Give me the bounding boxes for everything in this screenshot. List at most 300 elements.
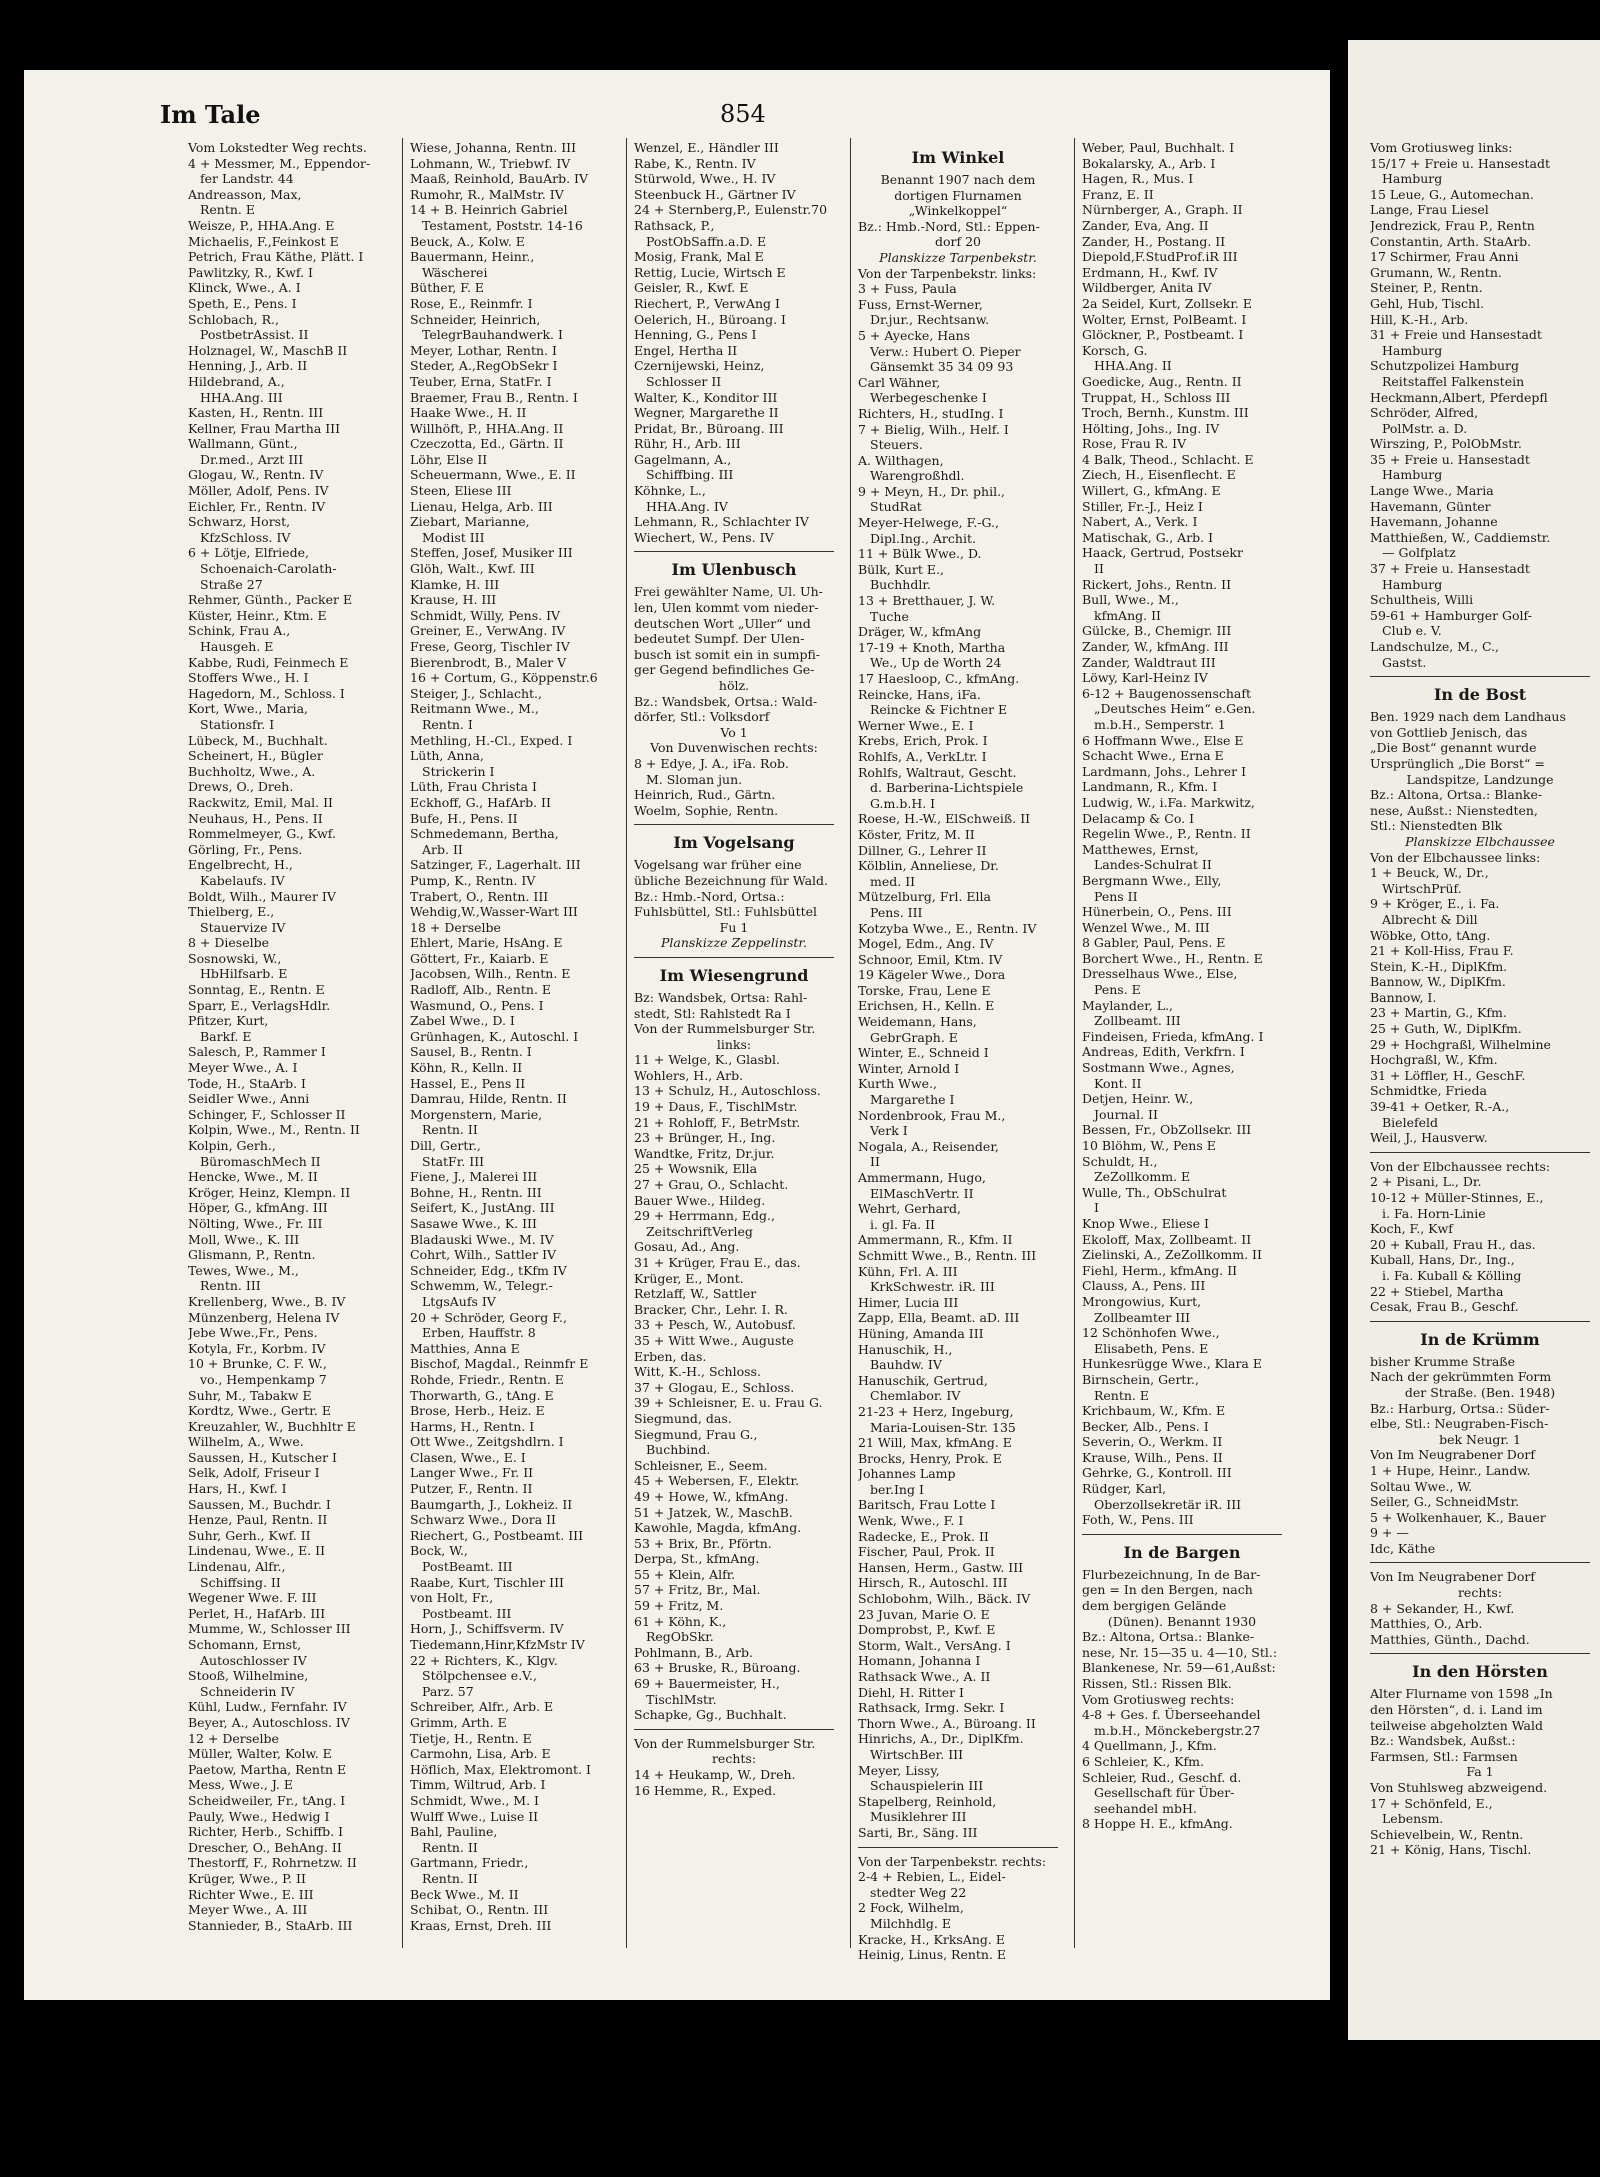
column-divider <box>626 138 627 1948</box>
directory-line: d. Barberina-Lichtspiele <box>870 780 1024 796</box>
directory-line: Mogel, Edm., Ang. IV <box>858 936 994 952</box>
directory-line: Severin, O., Werkm. II <box>1082 1434 1223 1450</box>
directory-line: Findeisen, Frieda, kfmAng. I <box>1082 1028 1264 1044</box>
directory-line: Schneider, Heinrich, <box>410 311 541 327</box>
directory-line: Klamke, H. III <box>410 576 500 592</box>
directory-line: Wirszing, P., PolObMstr. <box>1370 436 1522 452</box>
directory-line: Matthies, Günth., Dachd. <box>1370 1631 1530 1647</box>
directory-line: GebrGraph. E <box>870 1029 958 1045</box>
directory-line: Methling, H.-Cl., Exped. I <box>410 732 573 748</box>
directory-line: 13 + Schulz, H., Autoschloss. <box>634 1083 821 1099</box>
directory-line: Köhn, R., Kelln. II <box>410 1060 523 1076</box>
directory-line: Glöh, Walt., Kwf. III <box>410 561 535 577</box>
directory-line: RegObSkr. <box>646 1629 714 1645</box>
column-4 <box>858 140 1058 1963</box>
directory-line: Kotzyba Wwe., E., Rentn. IV <box>858 920 1037 936</box>
directory-line: Bielefeld <box>1382 1114 1438 1130</box>
directory-line: Von Im Neugrabener Dorf <box>1370 1447 1535 1463</box>
directory-line: 10-12 + Müller-Stinnes, E., <box>1370 1190 1544 1205</box>
directory-line: 22 + Richters, K., Klgv. <box>410 1652 558 1668</box>
directory-line: Brocks, Henry, Prok. E <box>858 1450 1002 1466</box>
directory-line: 35 + Witt Wwe., Auguste <box>634 1332 794 1348</box>
directory-line: links: <box>716 1036 752 1052</box>
directory-line: Bladauski Wwe., M. IV <box>410 1231 554 1247</box>
directory-line: Constantin, Arth. StaArb. <box>1370 233 1532 249</box>
directory-line: 10 Blöhm, W., Pens E <box>1082 1138 1216 1153</box>
directory-line: Beuck, A., Kolw. E <box>410 233 525 249</box>
directory-line: Carmohn, Lisa, Arb. E <box>410 1746 551 1762</box>
directory-line: (Dünen). Benannt 1930 <box>1107 1613 1257 1629</box>
directory-line: Retzlaff, W., Sattler <box>634 1286 757 1302</box>
map-reference: Planskizze Zeppelinstr. <box>661 935 807 951</box>
directory-line: Hölting, Johs., Ing. IV <box>1082 420 1220 436</box>
directory-line: Straße 27 <box>200 576 263 592</box>
directory-line: Steenbuck H., Gärtner IV <box>634 186 796 202</box>
directory-line: Schiffbing. III <box>646 467 734 483</box>
directory-line: Steder, A.,RegObSekr I <box>410 358 558 374</box>
directory-line: Willhöft, P., HHA.Ang. II <box>410 420 564 436</box>
directory-line: Weil, J., Hausverw. <box>1370 1130 1488 1146</box>
directory-line: nese, Nr. 15—35 u. 4—10, Stl.: <box>1082 1644 1278 1660</box>
directory-line: Buchholtz, Wwe., A. <box>188 763 316 779</box>
column-5 <box>1082 140 1282 1940</box>
directory-line: 11 + Welge, K., Glasbl. <box>634 1052 780 1068</box>
directory-line: 21 + Koll-Hiss, Frau F. <box>1370 943 1514 959</box>
directory-line: Club e. V. <box>1382 623 1442 639</box>
section-rule <box>1370 1562 1590 1563</box>
directory-line: Holznagel, W., MaschB II <box>188 342 348 358</box>
directory-line: von Holt, Fr., <box>410 1590 494 1606</box>
directory-line: Rathsack Wwe., A. II <box>858 1669 991 1684</box>
directory-line: Schomann, Ernst, <box>188 1637 302 1652</box>
directory-line: Engel, Hertha II <box>634 342 738 358</box>
directory-line: Zollbeamt. III <box>1094 1013 1181 1029</box>
directory-line: Saussen, H., Kutscher I <box>188 1449 337 1465</box>
directory-line: HHA.Ang. II <box>1094 358 1172 374</box>
street-heading: In den Hörsten <box>1412 1662 1548 1682</box>
directory-line: Stiller, Fr.-J., Heiz I <box>1082 498 1203 514</box>
directory-line: Diepold,F.StudProf.iR III <box>1082 249 1238 265</box>
directory-line: Wiese, Johanna, Rentn. III <box>410 140 577 155</box>
directory-line: Rehmer, Günth., Packer E <box>188 592 353 608</box>
directory-line: Wilhelm, A., Wwe. <box>188 1434 304 1450</box>
directory-line: Bz.: Wandsbek, Außst.: <box>1370 1733 1516 1749</box>
directory-line: Heinig, Linus, Rentn. E <box>858 1947 1007 1963</box>
directory-line: Schreiber, Alfr., Arb. E <box>410 1699 554 1715</box>
directory-line: rechts: <box>711 1751 757 1767</box>
directory-line: Hamburg <box>1382 467 1443 483</box>
directory-line: den Hörsten“, d. i. Land im <box>1370 1702 1543 1718</box>
directory-line: busch ist somit ein in sumpfi- <box>634 646 821 662</box>
directory-line: Rackwitz, Emil, Mal. II <box>188 794 333 810</box>
directory-line: Werbegeschenke I <box>870 390 987 406</box>
directory-line: Detjen, Heinr. W., <box>1082 1091 1194 1107</box>
directory-line: Höper, G., kfmAng. III <box>188 1200 328 1216</box>
directory-line: Mumme, W., Schlosser III <box>188 1621 351 1637</box>
directory-line: von Gottlieb Jenisch, das <box>1370 724 1528 740</box>
directory-line: Schauspielerin III <box>870 1778 984 1794</box>
directory-line: Musiklehrer III <box>870 1809 967 1825</box>
directory-line: Rohde, Friedr., Rentn. E <box>410 1371 564 1387</box>
directory-line: Hassel, E., Pens II <box>410 1075 526 1091</box>
directory-line: Haack, Gertrud, Postsekr <box>1082 545 1243 561</box>
directory-line: Bokalarsky, A., Arb. I <box>1082 155 1216 171</box>
directory-line: Bz.: Altona, Ortsa.: Blanke- <box>1082 1629 1255 1645</box>
directory-line: 8 + Sekander, H., Kwf. <box>1370 1600 1515 1616</box>
directory-line: Engelbrecht, H., <box>188 857 293 873</box>
directory-line: 4 + Messmer, M., Eppendor- <box>188 155 371 171</box>
directory-line: Kabbe, Rudi, Feinmech E <box>188 654 349 670</box>
directory-line: Rühr, H., Arb. III <box>634 436 741 452</box>
directory-line: Steffen, Josef, Musiker III <box>410 545 573 561</box>
directory-line: Albrecht & Dill <box>1382 911 1478 927</box>
directory-line: Kotyla, Fr., Korbm. IV <box>188 1340 326 1356</box>
directory-line: — Golfplatz <box>1382 545 1456 561</box>
directory-line: Klinck, Wwe., A. I <box>188 280 301 296</box>
directory-line: Schmidt, Wwe., M. I <box>410 1792 539 1808</box>
directory-line: Gesellschaft für Über- <box>1094 1785 1235 1801</box>
directory-line: Tiedemann,Hinr,KfzMstr IV <box>410 1637 585 1652</box>
directory-line: Harms, H., Rentn. I <box>410 1418 535 1434</box>
directory-line: 15/17 + Freie u. Hansestadt <box>1370 155 1550 171</box>
directory-line: Sarti, Br., Säng. III <box>858 1824 978 1840</box>
directory-line: Kölblin, Anneliese, Dr. <box>858 858 999 874</box>
directory-line: Bohne, H., Rentn. III <box>410 1184 542 1200</box>
directory-line: 17 Haesloop, C., kfmAng. <box>858 671 1020 686</box>
directory-line: ber.Ing I <box>870 1481 924 1497</box>
directory-line: Hagen, R., Mus. I <box>1082 171 1194 187</box>
directory-line: Goedicke, Aug., Rentn. II <box>1082 373 1242 389</box>
directory-line: Rentn. II <box>422 1122 478 1138</box>
directory-line: Krichbaum, W., Kfm. E <box>1082 1403 1226 1419</box>
directory-line: Stannieder, B., StaArb. III <box>188 1917 353 1933</box>
directory-line: Rumohr, R., MalMstr. IV <box>410 186 564 202</box>
directory-line: Pump, K., Rentn. IV <box>410 872 536 888</box>
directory-line: Hill, K.-H., Arb. <box>1370 311 1469 327</box>
directory-line: 39 + Schleisner, E. u. Frau G. <box>634 1395 823 1411</box>
directory-line: i. Fa. Horn-Linie <box>1382 1205 1486 1221</box>
directory-line: Stauervize IV <box>200 919 286 935</box>
directory-line: 9 + — <box>1370 1525 1409 1541</box>
directory-line: Rentn. I <box>422 716 473 732</box>
directory-line: Lange, Frau Liesel <box>1370 202 1489 218</box>
directory-line: Krüger, Wwe., P. II <box>188 1870 306 1886</box>
directory-line: Nordenbrook, Frau M., <box>858 1107 1006 1123</box>
directory-line: Mützelburg, Frl. Ella <box>858 889 991 905</box>
directory-line: Ursprünglich „Die Borst“ = <box>1370 755 1545 771</box>
directory-line: Bauermann, Heinr., <box>410 249 535 265</box>
directory-line: Rentn. E <box>200 202 256 218</box>
directory-line: Hildebrand, A., <box>188 373 285 389</box>
directory-line: Tuche <box>870 608 909 624</box>
directory-line: Hüning, Amanda III <box>858 1325 984 1341</box>
map-reference: Planskizze Elbchaussee <box>1405 833 1555 849</box>
directory-line: Sasawe Wwe., K. III <box>410 1215 537 1231</box>
directory-line: HbHilfsarb. E <box>200 966 288 982</box>
directory-line: 17 Schirmer, Frau Anni <box>1370 249 1519 265</box>
directory-line: dörfer, Stl.: Volksdorf <box>634 709 770 725</box>
directory-line: Gänsemkt 35 34 09 93 <box>870 359 1014 375</box>
directory-line: Kraas, Ernst, Dreh. III <box>410 1917 552 1933</box>
directory-line: Kellner, Frau Martha III <box>188 420 341 436</box>
directory-line: 2 Fock, Wilhelm, <box>858 1900 964 1916</box>
directory-line: BüromaschMech II <box>200 1153 321 1169</box>
directory-line: Thorn Wwe., A., Büroang. II <box>858 1715 1036 1731</box>
directory-line: Lohmann, W., Triebwf. IV <box>410 155 571 171</box>
directory-line: 6 Schleier, K., Kfm. <box>1082 1753 1204 1769</box>
directory-line: teilweise abgeholzten Wald <box>1370 1717 1543 1733</box>
directory-line: 29 + Herrmann, Edg., <box>634 1208 776 1224</box>
directory-line: Dr.jur., Rechtsanw. <box>870 312 990 328</box>
directory-line: 24 + Sternberg,P., Eulenstr.70 <box>634 202 828 218</box>
directory-line: Landmann, R., Kfm. I <box>1082 779 1218 795</box>
column-divider <box>402 138 403 1948</box>
directory-line: Wäscherei <box>422 264 488 280</box>
directory-line: Pens. III <box>870 904 923 920</box>
directory-line: Mrongowius, Kurt, <box>1082 1293 1202 1309</box>
directory-line: Czernijewski, Heinz, <box>634 358 765 374</box>
directory-line: Czeczotta, Ed., Gärtn. II <box>410 436 564 452</box>
directory-line: Neuhaus, H., Pens. II <box>188 810 323 826</box>
directory-line: 5 + Ayecke, Hans <box>858 327 971 343</box>
directory-line: Krause, Wilh., Pens. II <box>1082 1449 1223 1465</box>
directory-line: Havemann, Johanne <box>1370 514 1498 530</box>
directory-line: Postbeamt. III <box>422 1605 512 1621</box>
directory-line: Selk, Adolf, Friseur I <box>188 1465 320 1481</box>
directory-line: 33 + Pesch, W., Autobusf. <box>634 1317 796 1333</box>
directory-line: Krellenberg, Wwe., B. IV <box>188 1293 346 1309</box>
directory-line: Knop Wwe., Eliese I <box>1082 1215 1209 1231</box>
directory-line: 20 + Kuball, Frau H., das. <box>1370 1236 1536 1252</box>
directory-line: Clauss, A., Pens. III <box>1082 1278 1206 1294</box>
directory-line: Lardmann, Johs., Lehrer I <box>1082 763 1247 779</box>
directory-line: Kreuzahler, W., Buchhltr E <box>188 1418 356 1434</box>
directory-line: Schlobach, R., <box>188 311 279 327</box>
directory-line: nese, Außst.: Nienstedten, <box>1370 802 1538 818</box>
directory-line: KrkSchwestr. iR. III <box>870 1279 995 1295</box>
directory-line: Reincke, Hans, iFa. <box>858 686 981 702</box>
directory-line: Modist III <box>422 529 485 545</box>
directory-line: Schmitt Wwe., B., Rentn. III <box>858 1247 1037 1263</box>
directory-line: WirtschBer. III <box>870 1746 964 1762</box>
directory-line: LtgsAufs IV <box>422 1293 496 1309</box>
directory-line: 1 + Hupe, Heinr., Landw. <box>1370 1462 1531 1478</box>
street-heading: In de Bargen <box>1123 1542 1241 1562</box>
directory-line: Meyer-Helwege, F.-G., <box>858 515 1000 531</box>
directory-line: Landspitze, Landzunge <box>1406 771 1554 787</box>
directory-line: Korsch, G. <box>1082 342 1148 358</box>
directory-line: Mess, Wwe., J. E <box>188 1777 293 1793</box>
directory-line: Alter Flurname von 1598 „In <box>1370 1686 1553 1702</box>
directory-line: Wegner, Margarethe II <box>634 405 779 421</box>
directory-line: Ott Wwe., Zeitgshdlrn. I <box>410 1434 564 1450</box>
directory-line: Von Duvenwischen rechts: <box>650 740 818 756</box>
directory-line: „Winkelkoppel“ <box>908 203 1008 219</box>
directory-line: 25 + Wowsnik, Ella <box>634 1161 758 1177</box>
directory-line: Meyer Wwe., A. I <box>188 1060 298 1076</box>
directory-line: Kolpin, Gerh., <box>188 1138 276 1153</box>
directory-line: Lindenau, Alfr., <box>188 1559 286 1575</box>
directory-line: Buchbind. <box>646 1442 711 1458</box>
directory-line: Steen, Eliese III <box>410 483 512 499</box>
directory-line: 49 + Howe, W., kfmAng. <box>634 1488 789 1504</box>
directory-line: TelegrBauhandwerk. I <box>422 327 563 343</box>
directory-line: Hamburg <box>1382 576 1443 592</box>
page-number: 854 <box>720 100 766 128</box>
directory-line: Wallmann, Günt., <box>188 436 298 452</box>
directory-line: 18 + Derselbe <box>410 919 501 935</box>
directory-line: Dr.med., Arzt III <box>200 451 304 467</box>
directory-line: Krebs, Erich, Prok. I <box>858 733 988 749</box>
directory-line: Kort, Wwe., Maria, <box>188 701 308 717</box>
directory-line: Eckhoff, G., HafArb. II <box>410 794 551 810</box>
directory-line: Andreas, Edith, Verkfrn. I <box>1082 1044 1245 1060</box>
directory-line: 45 + Webersen, F., Elektr. <box>634 1473 800 1489</box>
directory-line: 20 + Schröder, Georg F., <box>410 1309 567 1325</box>
directory-line: Thielberg, E., <box>188 904 275 920</box>
directory-line: ger Gegend befindliches Ge- <box>634 662 815 678</box>
directory-line: Truppat, H., Schloss III <box>1082 389 1231 405</box>
directory-line: 16 + Cortum, G., Köppenstr.6 <box>410 670 598 686</box>
directory-line: 2a Seidel, Kurt, Zollsekr. E <box>1082 295 1253 311</box>
directory-line: Landschulze, M., C., <box>1370 639 1500 654</box>
directory-line: M. Sloman jun. <box>646 771 743 787</box>
directory-line: Autoschlosser IV <box>200 1652 307 1668</box>
directory-line: 12 Schönhofen Wwe., <box>1082 1325 1220 1341</box>
directory-line: Pawlitzky, R., Kwf. I <box>188 264 313 280</box>
directory-line: Bannow, W., DiplKfm. <box>1370 974 1506 990</box>
directory-line: 19 Kägeler Wwe., Dora <box>858 967 1006 983</box>
directory-line: Münzenberg, Helena IV <box>188 1309 340 1325</box>
directory-line: 4 Balk, Theod., Schlacht. E <box>1082 451 1254 467</box>
directory-line: Putzer, F., Rentn. II <box>410 1481 533 1497</box>
directory-line: Winter, E., Schneid I <box>858 1045 989 1061</box>
directory-line: Glogau, W., Rentn. IV <box>188 467 324 483</box>
column-2 <box>410 140 610 1940</box>
directory-line: 39-41 + Oetker, R.-A., <box>1370 1099 1510 1115</box>
directory-line: Beck Wwe., M. II <box>410 1886 519 1902</box>
directory-line: Zollbeamter III <box>1094 1309 1191 1325</box>
directory-line: Boldt, Wilh., Maurer IV <box>188 888 336 904</box>
directory-line: stedter Weg 22 <box>870 1884 967 1900</box>
directory-line: Erdmann, H., Kwf. IV <box>1082 264 1218 280</box>
directory-line: Zander, Waldtraut III <box>1082 654 1216 670</box>
directory-line: Ziech, H., Eisenflecht. E <box>1082 467 1236 483</box>
directory-line: Willert, G., kfmAng. E <box>1082 483 1221 499</box>
directory-line: Schievelbein, W., Rentn. <box>1370 1826 1524 1842</box>
directory-line: Roese, H.-W., ElSchweiß. II <box>858 811 1031 827</box>
directory-line: Bz.: Harburg, Ortsa.: Süder- <box>1370 1400 1550 1416</box>
directory-line: Schutzpolizei Hamburg <box>1370 358 1519 374</box>
directory-line: Delacamp & Co. I <box>1082 810 1195 826</box>
directory-line: Paetow, Martha, Rentn E <box>188 1761 347 1777</box>
section-rule <box>1370 1321 1590 1322</box>
directory-line: PostObSaffn.a.D. E <box>646 233 767 249</box>
directory-line: 6-12 + Baugenossenschaft <box>1082 685 1252 701</box>
directory-line: hölz. <box>718 678 750 693</box>
directory-line: len, Ulen kommt vom nieder- <box>634 600 819 616</box>
directory-line: 8 Gabler, Paul, Pens. E <box>1082 935 1226 951</box>
directory-line: Gagelmann, A., <box>634 451 732 467</box>
directory-line: Horn, J., Schiffsverm. IV <box>410 1621 564 1637</box>
directory-line: Mosig, Frank, Mal E <box>634 249 764 265</box>
directory-line: Ehlert, Marie, HsAng. E <box>410 935 563 951</box>
directory-line: Göttert, Fr., Kaiarb. E <box>410 950 549 966</box>
directory-line: Farmsen, Stl.: Farmsen <box>1370 1748 1518 1764</box>
directory-line: Schneiderin IV <box>200 1683 295 1699</box>
directory-line: Schneider, Edg., tKfm IV <box>410 1262 567 1278</box>
directory-line: Hansen, Herm., Gastw. III <box>858 1559 1024 1575</box>
directory-line: Matthies, O., Arb. <box>1370 1616 1483 1632</box>
directory-line: KfzSchloss. IV <box>200 529 291 545</box>
directory-line: Bessen, Fr., ObZollsekr. III <box>1082 1122 1252 1138</box>
directory-line: Bauhdw. IV <box>870 1357 942 1373</box>
directory-line: 3 + Fuss, Paula <box>858 281 957 297</box>
directory-line: Reitstaffel Falkenstein <box>1382 373 1525 389</box>
directory-line: dem bergigen Gelände <box>1082 1598 1227 1614</box>
directory-line: Blankenese, Nr. 59—61,Außst: <box>1082 1660 1276 1676</box>
directory-line: A. Wilthagen, <box>858 452 944 468</box>
directory-line: Kuball, Hans, Dr., Ing., <box>1370 1252 1515 1268</box>
directory-line: Bischof, Magdal., Reinmfr E <box>410 1356 589 1372</box>
directory-line: 1 + Beuck, W., Dr., <box>1370 865 1489 881</box>
directory-line: Jendrezick, Frau P., Rentn <box>1370 217 1535 233</box>
directory-line: 9 + Kröger, E., i. Fa. <box>1370 896 1500 912</box>
directory-line: Grünhagen, K., Autoschl. I <box>410 1028 579 1044</box>
directory-line: Koch, F., Kwf <box>1370 1221 1453 1237</box>
directory-line: Birnschein, Gertr., <box>1082 1371 1199 1387</box>
directory-line: Hünerbein, O., Pens. III <box>1082 904 1232 920</box>
directory-line: 7 + Bielig, Wilh., Helf. I <box>858 421 1009 437</box>
directory-line: Homann, Johanna I <box>858 1653 981 1669</box>
directory-line: Lüth, Anna, <box>410 748 484 764</box>
directory-line: Schlosser II <box>646 373 722 389</box>
directory-line: 69 + Bauermeister, H., <box>634 1676 780 1692</box>
directory-line: 11 + Bülk Wwe., D. <box>858 546 982 562</box>
directory-line: Fiehl, Herm., kfmAng. II <box>1082 1262 1238 1278</box>
directory-line: Von der Tarpenbekstr. rechts: <box>858 1853 1047 1869</box>
directory-line: Zapp, Ella, Beamt. aD. III <box>858 1310 1020 1326</box>
directory-line: Lange Wwe., Maria <box>1370 483 1494 499</box>
directory-line: Salesch, P., Rammer I <box>188 1044 326 1060</box>
directory-line: Kont. II <box>1094 1075 1142 1091</box>
directory-line: Sparr, E., VerlagsHdlr. <box>188 997 331 1013</box>
directory-line: Pohlmann, B., Arb. <box>634 1644 753 1660</box>
directory-line: Köhnke, L., <box>634 483 706 499</box>
directory-line: übliche Bezeichnung für Wald. <box>634 872 829 888</box>
directory-line: Oberzollsekretär iR. III <box>1094 1496 1242 1512</box>
directory-line: Schleier, Rud., Geschf. d. <box>1082 1769 1242 1785</box>
directory-line: Idc, Käthe <box>1370 1540 1436 1556</box>
directory-line: Hausgeh. E <box>200 639 274 654</box>
directory-line: Ekoloff, Max, Zollbeamt. II <box>1082 1231 1252 1247</box>
directory-line: Siegmund, Frau G., <box>634 1426 758 1442</box>
directory-line: 23 Juvan, Marie O. E <box>858 1606 990 1622</box>
directory-line: Tode, H., StaArb. I <box>188 1075 306 1091</box>
directory-line: Riechert, G., Postbeamt. III <box>410 1527 584 1543</box>
street-heading: In de Krümm <box>1420 1329 1540 1349</box>
directory-line: Von der Tarpenbekstr. links: <box>858 265 1037 281</box>
directory-line: 6 Hoffmann Wwe., Else E <box>1082 732 1244 748</box>
directory-line: Riechert, P., VerwAng I <box>634 295 780 311</box>
directory-line: Benannt 1907 nach dem <box>880 172 1036 187</box>
directory-line: Stein, K.-H., DiplKfm. <box>1370 958 1508 974</box>
directory-line: I <box>1094 1200 1099 1216</box>
directory-line: Nürnberger, A., Graph. II <box>1082 202 1243 218</box>
page-header <box>160 100 1330 140</box>
directory-line: Maaß, Reinhold, BauArb. IV <box>410 171 588 187</box>
directory-line: Wildberger, Anita IV <box>1082 280 1212 296</box>
